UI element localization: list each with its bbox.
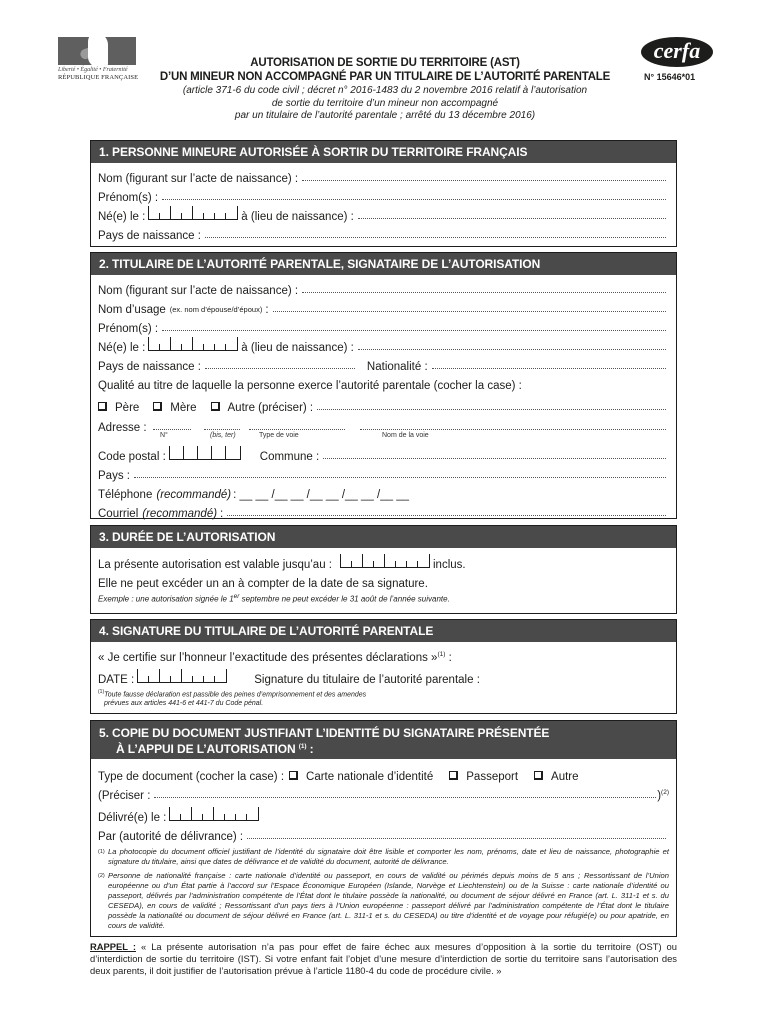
logo-republic-name: RÉPUBLIQUE FRANÇAISE: [58, 74, 139, 81]
logo-motto: Liberté • Égalité • Fraternité: [58, 67, 128, 73]
parent-lieu-label: à (lieu de naissance) :: [241, 342, 354, 354]
form-subtitle-line2: de sortie du territoire d’un mineur non accompagné: [271, 97, 499, 109]
example-text-a: Exemple : une autorisation signée le 1: [98, 595, 234, 604]
footnote-text: La photocopie du document officiel justifiant de l’identité du signataire doit être lisible et comporter les nom, prénoms, date et lieu de naissance, photographie et signature du titulaire, ainsi que dates de délivrance et de validité du document, autorité de délivrance.: [108, 847, 669, 866]
adresse-num-hint: N°: [160, 432, 168, 439]
parent-birthdate-input[interactable]: [148, 337, 238, 351]
section-5-title: [91, 721, 676, 759]
form-subtitle-line1: (article 371-6 du code civil ; décret n° 2016-1483 du 2 novembre 2016 relatif à l’autorisation: [182, 85, 588, 96]
minor-birthdate-input[interactable]: [148, 206, 238, 220]
minor-nom-field[interactable]: [98, 166, 669, 185]
footnote-item: [98, 847, 669, 867]
section-5-footnotes: [98, 847, 669, 931]
certify-colon: :: [445, 652, 452, 664]
preciser-close: [657, 789, 669, 802]
preciser-paren: ): [657, 790, 662, 802]
parent-nom-usage-input[interactable]: [273, 310, 666, 312]
adresse-label: Adresse :: [98, 422, 147, 434]
code-postal-label: Code postal :: [98, 451, 166, 463]
pere-checkbox[interactable]: [98, 402, 107, 411]
pays-label: Pays :: [98, 470, 130, 482]
minor-pays-input[interactable]: [205, 236, 666, 238]
parent-nom-usage-hint: (ex. nom d’épouse/d’époux): [169, 305, 263, 314]
footnote-line1: Toute fausse déclaration est passible des peines d’emprisonnement et des amendes: [104, 691, 367, 699]
section-4-title: 4. SIGNATURE DU TITULAIRE DE L’AUTORITÉ PARENTALE: [91, 620, 676, 642]
par-autorite-input[interactable]: [247, 837, 666, 839]
parent-qualite-label: Qualité au titre de laquelle la personne exerce l’autorité parentale (cocher la case) :: [98, 380, 522, 392]
colon: :: [265, 304, 269, 316]
pays-input[interactable]: [134, 476, 666, 478]
adresse-nom-hint: Nom de la voie: [382, 432, 429, 439]
section-minor: [90, 140, 677, 247]
colon: :: [220, 508, 224, 520]
section-5-title-line2: À L’APPUI DE L’AUTORISATION: [116, 742, 296, 756]
minor-prenom-label: Prénom(s) :: [98, 192, 159, 204]
minor-lieu-input[interactable]: [358, 217, 666, 219]
cerfa-number: N° 15646*01: [644, 72, 696, 82]
section-parent: [90, 252, 677, 519]
adresse-num-input[interactable]: [153, 428, 191, 430]
autre-preciser-input[interactable]: [317, 408, 666, 410]
marianne-logo-icon: [58, 37, 136, 65]
form-title-line2: D’UN MINEUR NON ACCOMPAGNÉ PAR UN TITULAIRE DE L’AUTORITÉ PARENTALE: [159, 71, 611, 83]
minor-pays-label: Pays de naissance :: [98, 230, 201, 242]
commune-label: Commune :: [259, 451, 320, 463]
telephone-input[interactable]: : __ __ /__ __ /__ __ /__ __ /__ __: [233, 489, 409, 501]
limit-text: Elle ne peut excéder un an à compter de la date de sa signature.: [98, 578, 428, 590]
rappel-label: RAPPEL :: [90, 941, 136, 952]
footnote-num: (2): [98, 873, 105, 879]
example-text-b: septembre ne peut excéder le 31 août de l’année suivante.: [239, 595, 450, 604]
form-title-block: [140, 57, 630, 123]
cni-checkbox[interactable]: [289, 771, 298, 780]
section-5-title-line1: 5. COPIE DU DOCUMENT JUSTIFIANT L’IDENTITÉ DU SIGNATAIRE PRÉSENTÉE: [99, 726, 550, 740]
minor-prenom-input[interactable]: [162, 198, 666, 200]
delivre-date-input[interactable]: [169, 807, 259, 821]
type-document-label: Type de document (cocher la case) :: [98, 771, 285, 783]
autre-label: Autre (préciser) :: [227, 402, 314, 414]
preciser-label: (Préciser :: [98, 790, 151, 802]
section-signature: [90, 619, 677, 714]
rappel-notice: [90, 941, 677, 977]
parent-nationalite-input[interactable]: [432, 367, 666, 369]
valable-label: La présente autorisation est valable jusqu’au :: [98, 559, 332, 571]
parent-nationalite-label: Nationalité :: [366, 361, 428, 373]
par-autorite-label: Par (autorité de délivrance) :: [98, 831, 244, 843]
passeport-checkbox[interactable]: [449, 771, 458, 780]
adresse-type-hint: Type de voie: [259, 432, 299, 439]
courriel-input[interactable]: [227, 514, 666, 516]
parent-lieu-input[interactable]: [358, 348, 666, 350]
section-id-document: [90, 720, 677, 937]
section-3-title: 3. DURÉE DE L’AUTORISATION: [91, 526, 676, 548]
preciser-input[interactable]: [154, 796, 656, 798]
section-1-title: 1. PERSONNE MINEURE AUTORISÉE À SORTIR DU TERRITOIRE FRANÇAIS: [91, 141, 676, 163]
parent-ne-le-label: Né(e) le :: [98, 342, 146, 354]
valable-date-input[interactable]: [340, 554, 430, 568]
autre-document-checkbox[interactable]: [534, 771, 543, 780]
minor-ne-le-label: Né(e) le :: [98, 211, 146, 223]
rappel-text: « La présente autorisation n’a pas pour effet de faire échec aux mesures d’opposition à la sortie du territoire (OST) ou d’interdiction de sortie du territoire (IST). Si votre enfant fait l’objet d’une mesure d’interdiction de sortie du territoire sans l’autorisation des deux parents, il doit justifier de l’autorisation prévue à l’article 1180-4 du code de procédure civile. »: [90, 941, 677, 976]
adresse-bis-hint: (bis, ter): [210, 432, 236, 439]
footnote-line2: prévues aux articles 441-6 et 441-7 du Code pénal.: [104, 700, 264, 708]
section-4-footnote: [98, 688, 669, 708]
parent-nom-input[interactable]: [302, 291, 666, 293]
parent-pays-label: Pays de naissance :: [98, 361, 201, 373]
telephone-label: Téléphone: [98, 489, 153, 501]
section-duration: [90, 525, 677, 614]
certify-quote: « Je certifie sur l’honneur l’exactitude des présentes déclarations »: [98, 652, 438, 664]
minor-nom-label: Nom (figurant sur l’acte de naissance) :: [98, 173, 299, 185]
parent-pays-input[interactable]: [205, 367, 355, 369]
footnote-num: (1): [98, 849, 105, 855]
pere-label: Père: [115, 402, 140, 414]
autre-document-label: Autre: [551, 771, 579, 783]
delivre-label: Délivré(e) le :: [98, 812, 167, 824]
form-title-line1: AUTORISATION DE SORTIE DU TERRITOIRE (AST): [250, 57, 520, 69]
example-sup: er: [233, 593, 240, 601]
date-label: DATE :: [98, 674, 135, 686]
courriel-label: Courriel: [98, 508, 139, 520]
mere-checkbox[interactable]: [153, 402, 162, 411]
parent-nom-usage-label: Nom d’usage: [98, 304, 166, 316]
certify-sup: (1): [437, 651, 446, 659]
form-subtitle-line3: par un titulaire de l’autorité parentale ; arrêté du 13 décembre 2016): [234, 110, 536, 121]
adresse-type-voie-input[interactable]: [249, 428, 345, 430]
adresse-nom-voie-input[interactable]: [360, 428, 666, 430]
minor-lieu-label: à (lieu de naissance) :: [241, 211, 354, 223]
code-postal-input[interactable]: [169, 446, 241, 460]
section-5-title-colon: :: [306, 742, 314, 756]
courriel-recommande: (recommandé): [142, 508, 218, 520]
example-text: [98, 593, 450, 604]
parent-nom-label: Nom (figurant sur l’acte de naissance) :: [98, 285, 299, 297]
signature-label: Signature du titulaire de l’autorité parentale :: [254, 674, 480, 686]
certify-text: [98, 651, 452, 664]
parent-prenom-input[interactable]: [162, 329, 666, 331]
cerfa-logo: cerfa: [641, 37, 713, 67]
adresse-bis-input[interactable]: [204, 428, 240, 430]
republique-francaise-logo: [58, 37, 138, 85]
passeport-label: Passeport: [466, 771, 519, 783]
telephone-recommande: (recommandé): [156, 489, 232, 501]
parent-prenom-label: Prénom(s) :: [98, 323, 159, 335]
minor-nom-input[interactable]: [302, 179, 666, 181]
footnote-sup: (1): [98, 689, 105, 695]
signature-date-input[interactable]: [137, 669, 227, 683]
inclus-label: inclus.: [433, 559, 466, 571]
commune-input[interactable]: [323, 457, 666, 459]
autre-checkbox[interactable]: [211, 402, 220, 411]
footnote-item: [98, 871, 669, 931]
footnote-text: Personne de nationalité française : carte nationale d’identité ou passeport, en cours de validité ou périmés depuis moins de 5 ans ; Ressortissant de l’Union européenne ou d’un État partie à l’accord sur l’Espace Économique Européen (Islande, Norvège et Liechtenstein) ou de la Suisse : carte nationale d’identité ou passeport, délivrés par l’administration compétente de l’État dont le titulaire possède la nationalité, ou document de séjour délivré en France (art. L. 311-1 et s. du CESEDA), en cours de validité ; Ressortissant d’un pays tiers à l’Union européenne : passeport délivré par l’administration compétente de l’État dont le titulaire possède la nationalité ou document de séjour délivré en France (art. L. 311-1 et s. du CESEDA) ou titre d’identité et de voyage pour réfugié(e) ou pour apatride, en cours de validité.: [108, 871, 669, 930]
mere-label: Mère: [170, 402, 197, 414]
section-5-title-sup: (1): [298, 743, 307, 750]
cni-label: Carte nationale d’identité: [306, 771, 434, 783]
preciser-sup: (2): [661, 789, 669, 797]
section-2-title: 2. TITULAIRE DE L’AUTORITÉ PARENTALE, SIGNATAIRE DE L’AUTORISATION: [91, 253, 676, 275]
